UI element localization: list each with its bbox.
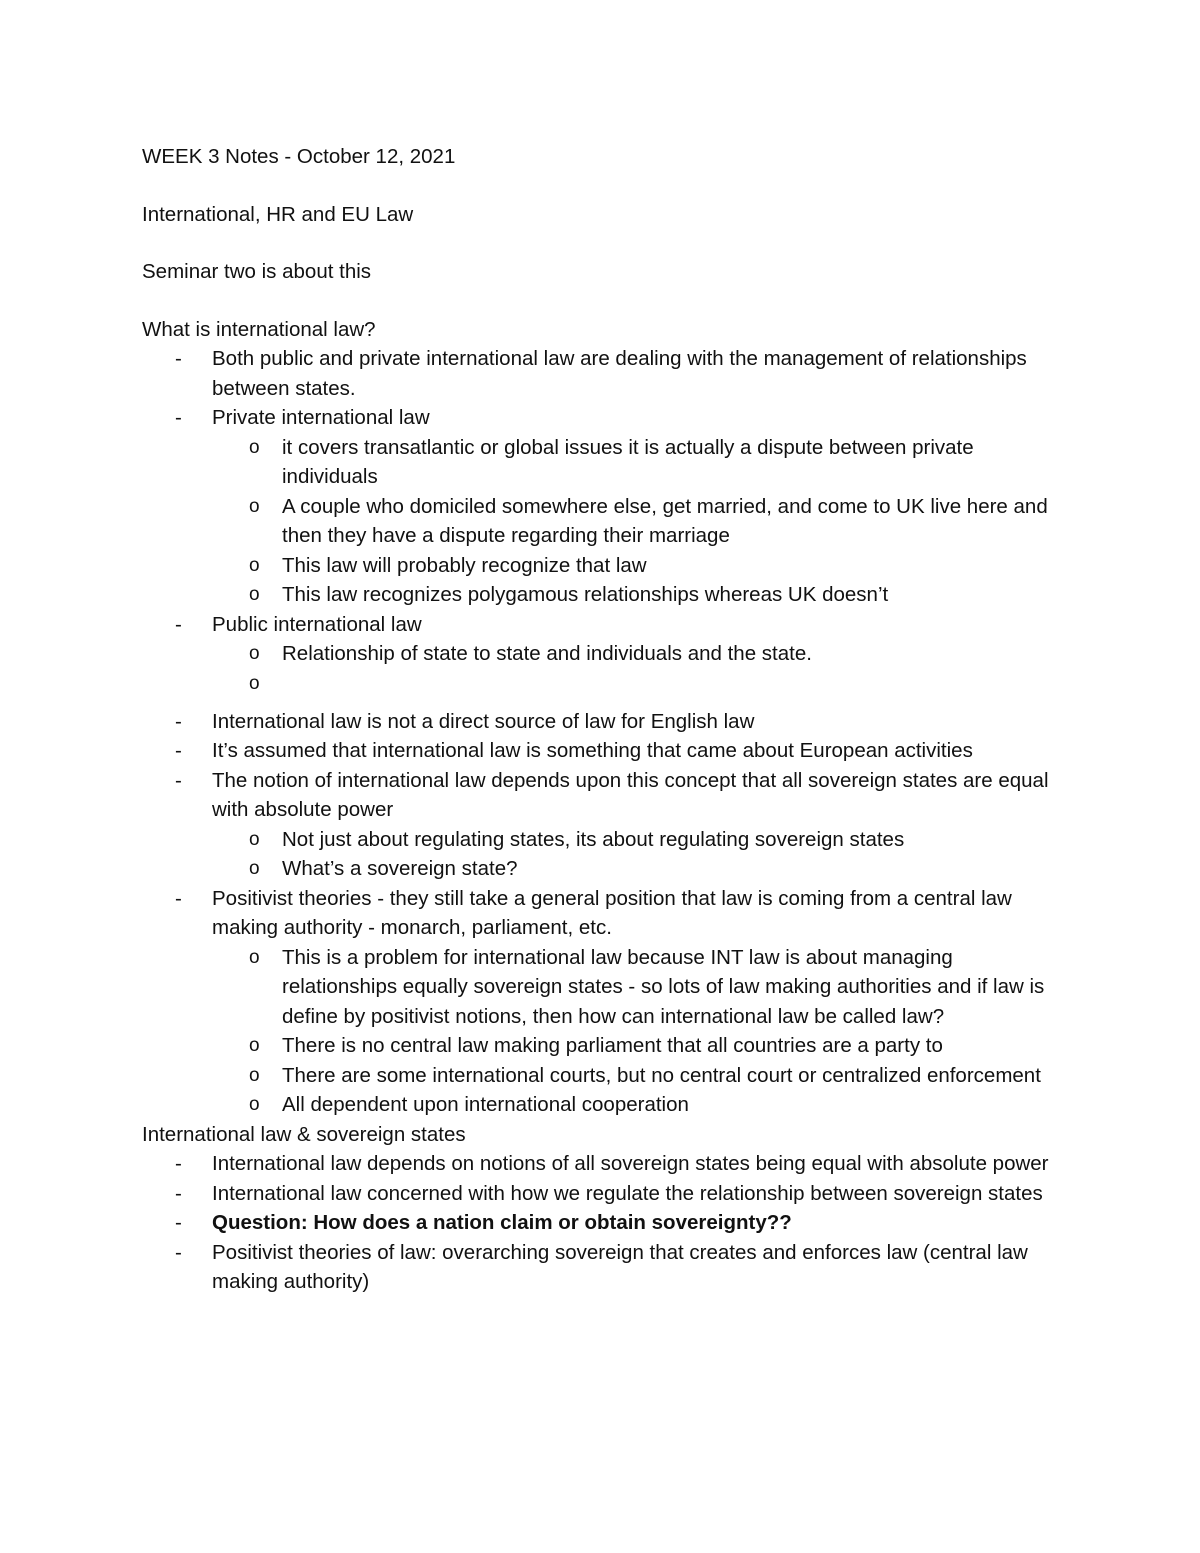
bullet-list [142, 344, 1072, 1120]
sub-list-item [142, 943, 1072, 1032]
sub-list-item-text: This is a problem for international law because INT law is about managing relationships equally sovereign states - so lots of law making authorities and if law is define by positivist notions, then how can international law be called law? [282, 945, 1045, 1028]
dash-bullet-icon: - [175, 739, 182, 762]
list-item-text: It’s assumed that international law is something that came about European activities [212, 739, 973, 762]
circle-bullet-icon: o [249, 828, 260, 850]
circle-bullet-icon: o [249, 858, 260, 879]
document-subtitle: International, HR and EU Law [142, 202, 414, 226]
sub-list-item [142, 1061, 1072, 1091]
list-item-text: The notion of international law depends upon this concept that all sovereign states are equal with absolute power [212, 768, 1049, 821]
list-item-text: Positivist theories of law: overarching sovereign that creates and enforces law (central law making authority) [212, 1240, 1028, 1293]
list-item-text: Private international law [212, 406, 430, 429]
list-item [142, 403, 1072, 610]
sub-list-item [142, 580, 1072, 610]
spacer [142, 287, 1072, 315]
list-item [142, 884, 1072, 1120]
list-item [142, 1179, 1072, 1209]
dash-bullet-icon: - [175, 1181, 182, 1205]
sub-list-item [142, 639, 1072, 669]
circle-bullet-icon: o [249, 436, 260, 458]
list-item-text: International law is not a direct source of law for English law [212, 709, 755, 733]
sub-list-item [142, 551, 1072, 581]
sub-list-item-text: What’s a sovereign state? [282, 857, 518, 880]
section-heading: What is international law? [142, 317, 376, 341]
sub-list-item [142, 492, 1072, 551]
list-item [142, 766, 1072, 884]
sub-list-item [142, 669, 1072, 707]
document-title: WEEK 3 Notes - October 12, 2021 [142, 145, 456, 168]
list-item-text: Public international law [212, 612, 422, 636]
sub-bullet-list [212, 943, 1072, 1120]
list-item [142, 1149, 1072, 1179]
list-item-text: International law depends on notions of all sovereign states being equal with absolute power [212, 1152, 1049, 1175]
sub-list-item [142, 854, 1072, 884]
seminar-note: Seminar two is about this [142, 260, 372, 283]
sub-list-item-text: A couple who domiciled somewhere else, get married, and come to UK live here and then they have a dispute regarding their marriage [282, 494, 1048, 547]
list-item-text: Question: How does a nation claim or obtain sovereignty?? [212, 1211, 792, 1234]
list-item [142, 610, 1072, 707]
dash-bullet-icon: - [175, 612, 182, 636]
sub-list-item [142, 825, 1072, 855]
sub-list-item-text: This law will probably recognize that law [282, 553, 647, 577]
dash-bullet-icon: - [175, 1152, 182, 1175]
dash-bullet-icon: - [175, 1211, 182, 1234]
dash-bullet-icon: - [175, 709, 182, 733]
list-item-text: Positivist theories - they still take a general position that law is coming from a central law making authority - monarch, parliament, etc. [212, 886, 1012, 939]
circle-bullet-icon: o [249, 643, 260, 664]
document-page [142, 142, 1072, 1297]
circle-bullet-icon: o [249, 1094, 260, 1115]
sub-list-item [142, 1031, 1072, 1061]
list-item [142, 1208, 1072, 1238]
sub-list-item-text: There is no central law making parliament that all countries are a party to [282, 1034, 943, 1057]
list-item [142, 344, 1072, 403]
circle-bullet-icon: o [249, 946, 260, 968]
list-item [142, 1238, 1072, 1297]
sub-bullet-list [212, 639, 1072, 707]
sub-list-item [142, 1090, 1072, 1120]
list-item [142, 736, 1072, 766]
dash-bullet-icon: - [175, 347, 182, 370]
sub-bullet-list [212, 825, 1072, 884]
sub-list-item-text: Not just about regulating states, its about regulating sovereign states [282, 827, 905, 851]
sub-list-item-text: Relationship of state to state and individuals and the state. [282, 642, 812, 665]
dash-bullet-icon: - [175, 886, 182, 910]
dash-bullet-icon: - [175, 1240, 182, 1264]
sub-list-item-text: This law recognizes polygamous relationships whereas UK doesn’t [282, 583, 889, 606]
circle-bullet-icon: o [249, 1035, 260, 1056]
sub-list-item [142, 433, 1072, 492]
circle-bullet-icon: o [249, 495, 260, 517]
circle-bullet-icon: o [249, 672, 260, 694]
dash-bullet-icon: - [175, 406, 182, 429]
sub-list-item-text: All dependent upon international cooperation [282, 1093, 689, 1116]
section-heading: International law & sovereign states [142, 1122, 466, 1146]
circle-bullet-icon: o [249, 584, 260, 605]
circle-bullet-icon: o [249, 1064, 260, 1086]
list-item [142, 707, 1072, 737]
list-item-text: Both public and private international law are dealing with the management of relationships between states. [212, 347, 1027, 400]
circle-bullet-icon: o [249, 554, 260, 576]
sub-bullet-list [212, 433, 1072, 610]
bullet-list [142, 1149, 1072, 1297]
list-item-text: International law concerned with how we regulate the relationship between sovereign states [212, 1181, 1043, 1205]
dash-bullet-icon: - [175, 768, 182, 792]
sub-list-item-text: There are some international courts, but no central court or centralized enforcement [282, 1063, 1041, 1087]
spacer [142, 229, 1072, 257]
spacer [142, 172, 1072, 200]
sub-list-item-text: it covers transatlantic or global issues it is actually a dispute between private individuals [282, 435, 974, 488]
